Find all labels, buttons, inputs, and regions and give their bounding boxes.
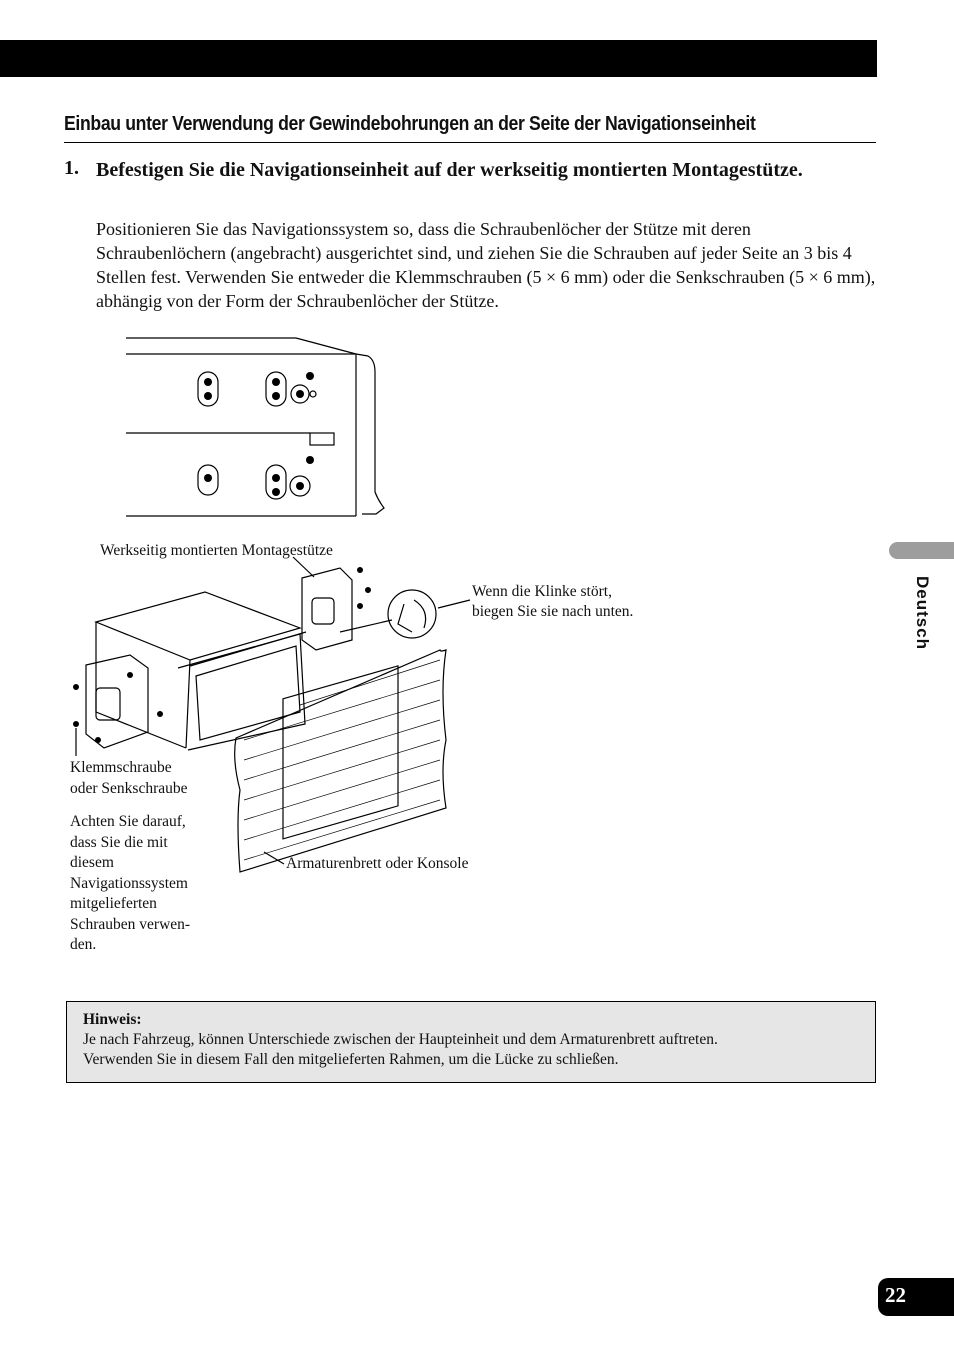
label-bracket: Werkseitig montierten Montagestütze [100, 542, 333, 559]
side-plate-detail [126, 338, 384, 516]
caution-line: dass Sie die mit [70, 833, 168, 851]
caution-line: diesem [70, 854, 114, 871]
caution-line: Schrauben verwen- [70, 915, 191, 933]
label-claw-line1: Wenn die Klinke stört, [472, 583, 612, 600]
claw-detail [388, 590, 436, 638]
navigation-unit [96, 592, 306, 750]
step-number: 1. [64, 157, 79, 179]
note-line-2: Verwenden Sie in diesem Fall den mitgelieferten Rahmen, um die Lücke zu schließen. [83, 1051, 619, 1068]
page-number: 22 [885, 1283, 906, 1307]
step-heading: Befestigen Sie die Navigationseinheit auf der werkseitig montierten Montagestütze. [96, 159, 803, 181]
caution-line: Achten Sie darauf, [70, 813, 186, 830]
label-screw-line2: oder Senkschraube [70, 780, 188, 797]
step-body: Positionieren Sie das Navigationssystem so, dass die Schraubenlöcher der Stütze mit deren Schraubenlöchern (angebracht) ausgerichtet sind, und ziehen Sie die Schrauben auf jeder Seite an 3 bis 4 Stellen fest. Verwenden Sie entweder die Klemmschrauben (5 × 6 mm) oder die Senkschrauben (5 × 6 mm), abhängig von der Form der Schraubenlöcher der Stütze. [96, 219, 876, 311]
note-line-1: Je nach Fahrzeug, können Unterschiede zwischen der Haupteinheit und dem Armaturenbrett auftreten. [83, 1031, 718, 1048]
note-title: Hinweis: [83, 1011, 142, 1028]
caution-line: Navigationssystem [70, 874, 188, 892]
right-bracket [302, 568, 352, 650]
label-screw-line1: Klemmschraube [70, 759, 172, 776]
label-dashboard: Armaturenbrett oder Konsole [286, 855, 469, 872]
label-claw-line2: biegen Sie sie nach unten. [472, 603, 634, 620]
caution-line: den. [70, 936, 97, 953]
note-box [66, 1001, 876, 1083]
dashboard [235, 650, 446, 872]
left-bracket [86, 655, 148, 748]
language-label: Deutsch [913, 576, 932, 651]
section-title: Einbau unter Verwendung der Gewindebohrungen an der Seite der Navigationseinheit [64, 112, 756, 135]
language-tab [889, 542, 954, 559]
caution-line: mitgelieferten [70, 895, 157, 912]
label-caution [70, 812, 190, 956]
